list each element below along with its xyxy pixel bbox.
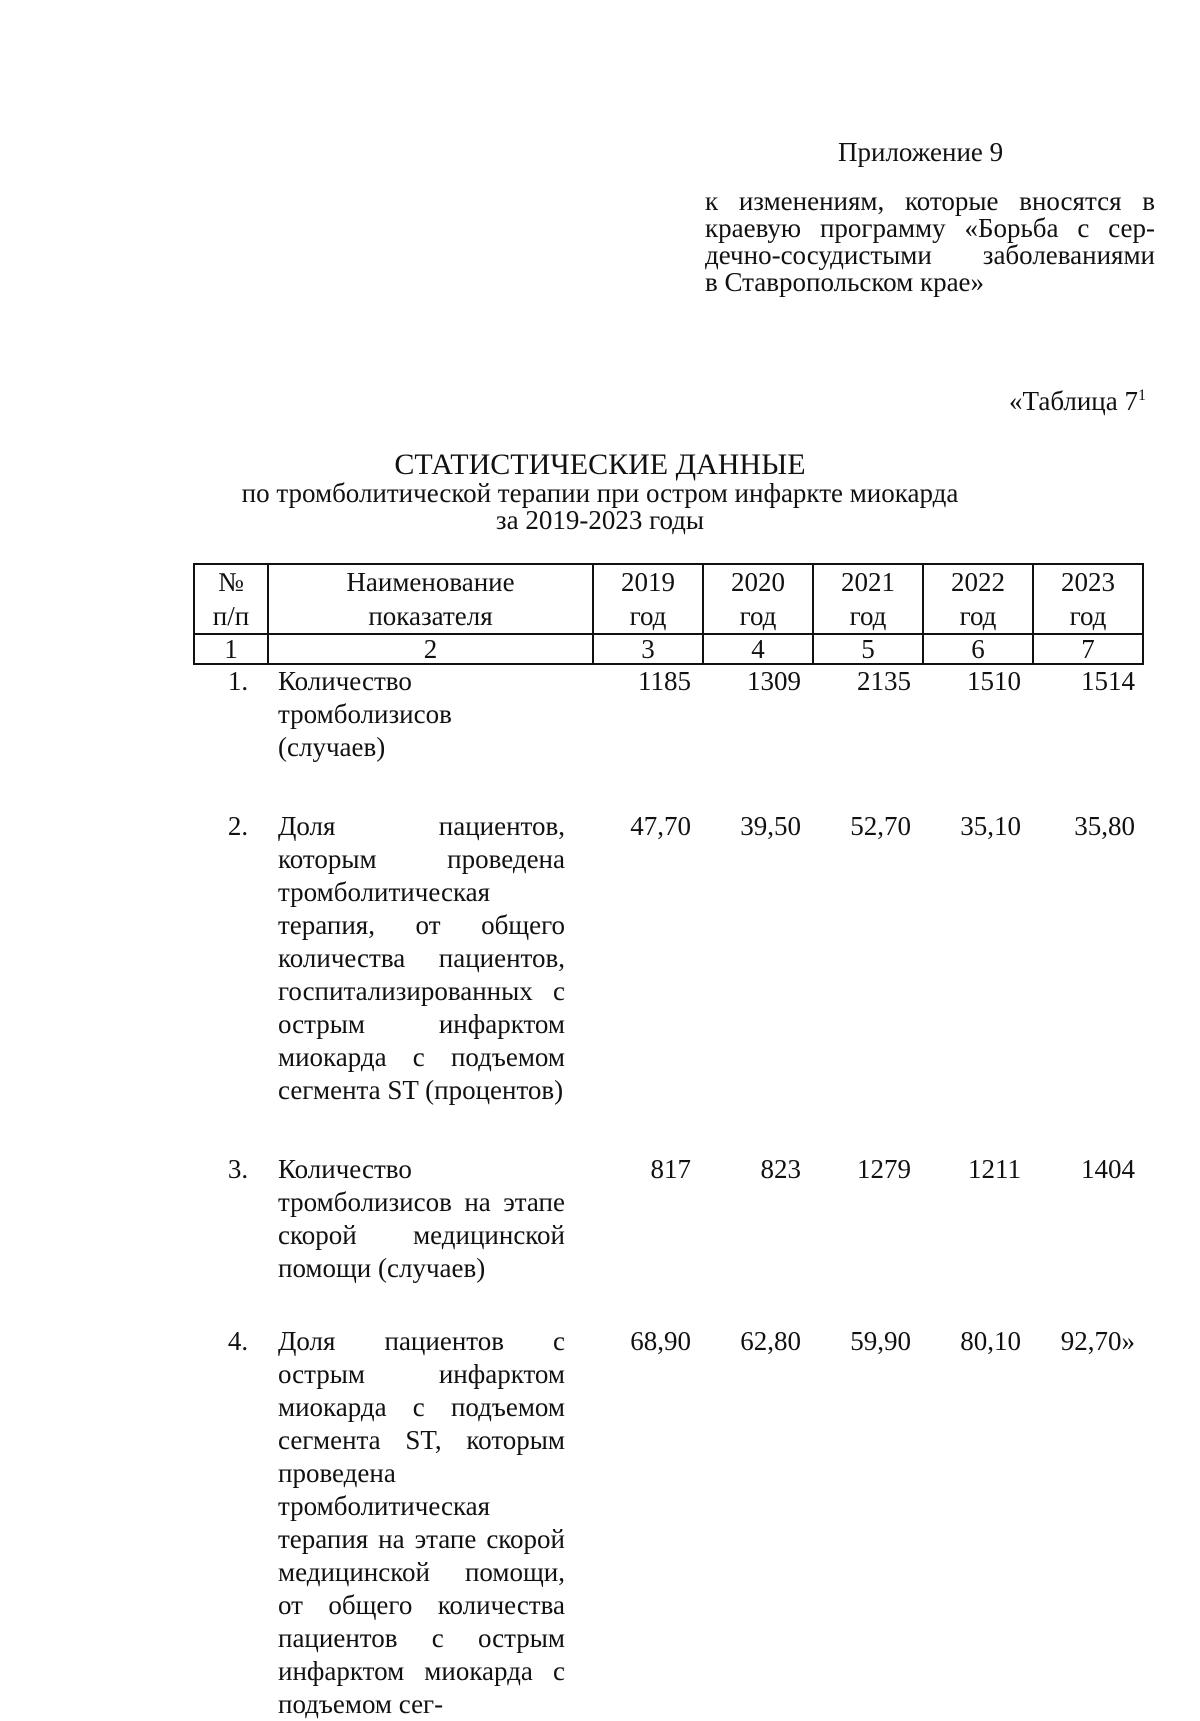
header-name-line: показателя xyxy=(368,601,493,631)
row-indicator-name: Количество тромболизисов на этапе скорой медицинской помощи (случаев) xyxy=(278,1154,565,1283)
row-value: 35,10 xyxy=(960,811,1021,841)
row-indicator-name: Доля пациентов с острым инфарктом миокарда с подъемом сегмента ST, которым проведена тромболитическая терапия на этапе скорой медицинской помощи, от общего количества пациентов с острым инфарктом миокарда с подъемом сег- xyxy=(278,1326,565,1719)
column-number: 4 xyxy=(703,634,813,664)
heading-subtitle-line: за 2019-2023 годы xyxy=(495,505,705,535)
header-num-line: п/п xyxy=(212,601,250,631)
column-number: 3 xyxy=(593,634,703,664)
appendix-note-line: к изменениям, которые вносятся в xyxy=(705,186,1155,216)
header-year-value: 2019 xyxy=(621,567,675,597)
header-year xyxy=(703,564,813,634)
appendix-note-line: дечно-сосудистыми заболеваниями xyxy=(705,240,1155,270)
row-value: 62,80 xyxy=(740,1326,801,1356)
table-row xyxy=(194,664,1143,810)
column-number: 2 xyxy=(268,634,593,664)
row-value: 1404 xyxy=(1081,1154,1135,1184)
row-value: 1510 xyxy=(967,666,1021,696)
table-row xyxy=(194,810,1143,1153)
row-value: 817 xyxy=(650,1154,691,1184)
header-name xyxy=(268,564,593,634)
heading-subtitle-line: по тромболитической терапии при остром инфаркте миокарда xyxy=(241,478,959,508)
row-indicator-name: Количество тромболизисов (случаев) xyxy=(278,666,452,762)
row-value: 39,50 xyxy=(740,811,801,841)
row-value: 35,80 xyxy=(1074,811,1135,841)
document-heading xyxy=(150,450,1050,534)
column-number: 1 xyxy=(194,634,268,664)
header-year-suffix: год xyxy=(739,601,777,631)
row-value: 1309 xyxy=(747,666,801,696)
table-label-text: «Таблица 7 xyxy=(1009,386,1138,416)
table-row xyxy=(194,1153,1143,1325)
row-number: 4. xyxy=(227,1326,249,1356)
header-year xyxy=(813,564,923,634)
appendix-note xyxy=(705,188,1155,296)
header-year xyxy=(593,564,703,634)
row-value: 68,90 xyxy=(630,1326,691,1356)
row-value: 823 xyxy=(760,1154,801,1184)
row-value: 2135 xyxy=(857,666,911,696)
row-value: 59,90 xyxy=(850,1326,911,1356)
row-indicator-name: Доля пациентов, которым проведена тромболитическая терапия, от общего количества пациентов, госпитализированных с острым инфарктом миокарда с подъемом сегмента ST (процентов) xyxy=(278,811,565,1105)
row-value: 1185 xyxy=(638,666,691,696)
column-number: 7 xyxy=(1033,634,1143,664)
header-num-line: № xyxy=(218,567,244,597)
header-year-suffix: год xyxy=(1069,601,1107,631)
statistics-table xyxy=(193,563,1144,1721)
table-label-superscript: 1 xyxy=(1138,387,1146,404)
appendix-note-line: в Ставропольском крае» xyxy=(705,267,985,297)
header-year-value: 2023 xyxy=(1061,567,1115,597)
row-value: 92,70» xyxy=(1060,1326,1135,1356)
column-number: 6 xyxy=(923,634,1033,664)
table-label xyxy=(1009,380,1146,417)
row-value: 1279 xyxy=(857,1154,911,1184)
row-number: 2. xyxy=(227,811,249,841)
header-year-value: 2021 xyxy=(841,567,895,597)
header-year xyxy=(923,564,1033,634)
heading-title: СТАТИСТИЧЕСКИЕ ДАННЫЕ xyxy=(394,448,806,481)
row-value: 47,70 xyxy=(630,811,691,841)
row-number: 3. xyxy=(227,1154,249,1184)
column-number-row xyxy=(194,634,1143,664)
table-header-row xyxy=(194,564,1143,634)
header-year xyxy=(1033,564,1143,634)
row-value: 52,70 xyxy=(850,811,911,841)
header-year-value: 2020 xyxy=(731,567,785,597)
table-row xyxy=(194,1325,1143,1721)
row-number: 1. xyxy=(227,666,249,696)
header-year-suffix: год xyxy=(959,601,997,631)
row-value: 1211 xyxy=(968,1154,1021,1184)
header-num xyxy=(194,564,268,634)
column-number: 5 xyxy=(813,634,923,664)
header-year-value: 2022 xyxy=(951,567,1005,597)
appendix-title: Приложение 9 xyxy=(838,137,1004,167)
header-year-suffix: год xyxy=(629,601,667,631)
header-name-line: Наименование xyxy=(346,567,515,597)
row-value: 80,10 xyxy=(960,1326,1021,1356)
appendix-note-line: краевую программу «Борьба с сер- xyxy=(705,213,1155,243)
row-value: 1514 xyxy=(1081,666,1135,696)
header-year-suffix: год xyxy=(849,601,887,631)
